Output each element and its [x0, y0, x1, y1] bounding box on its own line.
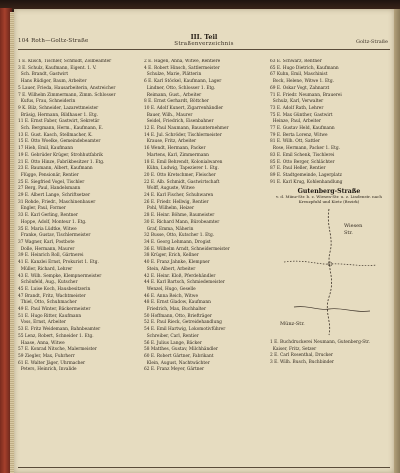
directory-entry: Flügge, Pensionär, Rentier — [18, 172, 79, 178]
directory-entry: Kufus, Frau, Schneiderin — [18, 99, 76, 105]
directory-entry: 85 E. Otto Berger, Schlächter — [270, 159, 335, 165]
directory-entry: 32 Busse, Otto, Kutscher 1. Etg. — [144, 233, 215, 239]
book-page — [14, 9, 394, 473]
directory-entry: Kaiser, Fritz, Setzer — [270, 346, 317, 352]
directory-entry: 67 Kuhn, Emil, Maschinist — [270, 72, 328, 78]
directory-entry: 34 E. Georg Lehmann, Drogist — [144, 239, 211, 245]
directory-entry: Kühn, Ludwig, Tapezierer 1. Etg. — [144, 166, 219, 172]
directory-entry: 27 Berg, Paul, Handelsmann — [18, 186, 81, 192]
directory-entry: Schulze, Marie, Plätterin — [144, 72, 202, 78]
directory-entry: Bock, Helene, Witwe 1. Etg. — [270, 79, 334, 85]
column-1 — [18, 59, 136, 464]
directory-entry: 41 E. Kanzlei Ernst, Prokurist 1. Etg. — [18, 260, 99, 266]
directory-entry: 42 E. Heinr. Kloß, Pferdehändler — [144, 273, 216, 279]
directory-entry: 49 E. Paul Winter, Bäckermeister — [18, 307, 91, 313]
directory-entry: 1 E. Buchdruckerei Neumann, Gutenberg-Str. — [270, 340, 370, 346]
directory-entry: 31 Rohde, Friedr., Maschinenbauer — [18, 199, 96, 205]
directory-entry: Müller, Richard, Lehrer — [18, 266, 73, 272]
directory-entry: 8 E. Ernst Gerhardt, Böttcher — [144, 99, 209, 105]
directory-entry: 89 E. Stadtgemeinde, Lagerplatz — [270, 172, 342, 178]
directory-entry: 45 E. Luise Koch, Hausbesitzerin — [18, 286, 91, 292]
column-3 — [270, 59, 388, 464]
directory-entry: 47 Brandt, Fritz, Wachtmeister — [18, 293, 86, 299]
directory-entry: 16 Wendt, Hermann, Packer — [144, 146, 206, 152]
directory-entry: 3 E. Schulz, Kaufmann, Eigent. 1. V. — [18, 65, 97, 71]
page-header — [14, 9, 394, 47]
column-3-entries-bottom — [270, 340, 388, 366]
directory-entry: 30 E. Richard Mann, Bürobeamter — [144, 219, 220, 225]
directory-entry: Wenzel, Hugo, Geselle — [144, 286, 196, 292]
directory-entry: 61 E. Walter Jäger, Uhrmacher — [18, 360, 86, 366]
directory-entry: Sch. Bergmann, Herm., Kaufmann, E. — [18, 126, 104, 132]
street-map-diagram — [274, 207, 384, 337]
directory-entry: 59 Ziegler, Max, Fuhrherr — [18, 353, 75, 359]
directory-entry: 50 Hoffmann, Otto, Briefträger — [144, 313, 212, 319]
directory-entry: 12 E. Paul Naumann, Bauunternehmer — [144, 126, 229, 132]
directory-entry: 39 E. Heinrich Roll, Gärtnerei — [18, 253, 84, 259]
directory-entry: Peters, Heinrich, Invalide — [18, 367, 77, 373]
directory-entry: 58 Matthes, Gustav, Milchhändler — [144, 347, 218, 353]
directory-entry: 23 E. Baumann, Albert, Kaufmann — [18, 166, 93, 172]
header-rule — [18, 49, 390, 50]
directory-entry: Haase, Anna, Witwe — [18, 340, 65, 346]
directory-entry: Heinze, Paul, Arbeiter — [270, 119, 321, 125]
directory-entry: 71 E. Friedr. Neumann, Brauerei — [270, 92, 342, 98]
directory-entry: 3 E. Wilh. Busch, Buchbinder — [270, 360, 334, 366]
directory-entry: 53 E. Fritz Weidemann, Bahnbeamter — [18, 327, 101, 333]
directory-entry: Wolff, Auguste, Witwe — [144, 186, 195, 192]
map-label-mid: Str. — [344, 230, 353, 237]
directory-entry: Sch. Brandt, Gastwirt — [18, 72, 69, 78]
directory-entry: 17 Hieb, Emil, Kaufmann — [18, 146, 73, 152]
directory-entry: 60 E. Robert Gärtner, Fabrikant — [144, 353, 214, 359]
lower-street-line — [294, 307, 370, 312]
directory-entry: 44 E. Karl Bartsch, Schmiedemeister — [144, 280, 225, 286]
directory-entry: 55 Lenz, Robert, Schneider 1. Etg. — [18, 333, 94, 339]
directory-entry: 4 E. Robert Hinsch, Sattlermeister — [144, 65, 220, 71]
footer-rule — [18, 467, 390, 468]
directory-entry: 36 E. Wilhelm Arndt, Schneidermeister — [144, 246, 230, 252]
directory-entry: Hans Rüdiger, Baum, Arbeiter — [18, 79, 87, 85]
directory-entry: 14 E. Jul. Schröder, Tischlermeister — [144, 132, 222, 138]
directory-entry: 46 E. Anna Reich, Witwe — [144, 293, 198, 299]
directory-entry: 51 E. Hugo Ritter, Kaufmann — [18, 313, 82, 319]
map-label-top: Wiesen — [344, 223, 363, 230]
directory-entry: 25 E. Siegfried Vogel, Tischler — [18, 179, 85, 185]
directory-entry: 10 E. Adolf Kunert, Zigarrenhändler — [144, 105, 224, 111]
directory-entry: Schönfeld, Aug., Kutscher — [18, 280, 78, 286]
directory-entry: Engler, Paul, Former — [18, 206, 66, 212]
directory-entry: Stein, Albert, Arbeiter — [144, 266, 196, 272]
directory-entry: 15 E. Otto Woelke, Gemeindebeamter — [18, 139, 101, 145]
header-center — [164, 33, 244, 47]
directory-entry: 29 E. Albert Lange, Schriftsetzer — [18, 193, 91, 199]
directory-entry: Martens, Karl, Zimmermann — [144, 152, 209, 158]
directory-entry: Thiel, Otto, Schuhmacher — [18, 300, 77, 306]
directory-entry: Graf, Emma, Näherin — [144, 226, 194, 232]
directory-entry: 73 E. Adolf Rath, Lehrer — [270, 105, 324, 111]
directory-entry: Krause, Fritz, Arbeiter — [144, 139, 197, 145]
directory-entry: 54 E. Emil Hartwig, Lokomotivführer — [144, 327, 226, 333]
directory-entry: 2 E. Carl Rosenthal, Drucker — [270, 353, 333, 359]
directory-entry: Rose, Hermann, Packer 1. Etg. — [270, 146, 340, 152]
directory-entry: 35 E. Maria Lüdtke, Witwe — [18, 226, 77, 232]
directory-entry: 2 E. Hagen, Anna, Witwe, Rentiere — [144, 59, 221, 64]
directory-entry: 52 E. Paul Rieck, Getreidehandlung — [144, 320, 222, 326]
section-subheading: v. d. Münz-Str. b. z. Wiesen-Str. u. z. Lindenstr. nach Kreuzpfuhl und Kietz (Bezirk) — [276, 194, 382, 205]
directory-entry: 1 E. Klisch, Tischler, Schmidt, Zollbeamter — [18, 59, 112, 64]
directory-entry: 38 Krüger, Erich, Kellner — [144, 253, 199, 259]
column-3-entries-top — [270, 59, 388, 185]
directory-entry: 11 E. Ernst Faber, Gastwirt, Sekretär — [18, 119, 100, 125]
part-title: III. Teil — [190, 33, 218, 41]
directory-entry: 56 E. Julius Lange, Bäcker — [144, 340, 202, 346]
directory-entry: Dolle, Hermann, Maurer — [18, 246, 75, 252]
directory-entry: Pohl, Wilhelm, Heizer — [144, 206, 195, 212]
directory-entry: 7 E. Wilhelm Zimmermann, Zimm. Schlosser — [18, 92, 116, 98]
directory-entry: 65 E. Hugo Dietrich, Kaufmann — [270, 65, 339, 71]
directory-entry: 21 E. Otto Hinze, Fabrikbesitzer 1. Etg. — [18, 159, 105, 165]
directory-entry: 24 E. Karl Fischer, Schuhwaren — [144, 193, 214, 199]
directory-entry: 87 E. Paul Heller, Rentier — [270, 166, 326, 172]
directory-entry: Bauer, Wilh., Maurer — [144, 112, 193, 118]
directory-entry: Hoppe, Adolf, Monteur 1. Etg. — [18, 219, 87, 225]
directory-entry: Seidel, Friedrich, Eisenbahner — [144, 119, 214, 125]
directory-entry: 81 E. Wilh. Ott, Sattler — [270, 139, 320, 145]
left-running-head: Roth—Goltz-Straße — [31, 38, 89, 44]
right-running-head: Goltz-Straße — [355, 39, 388, 45]
directory-entry: 77 E. Gustav Held, Kaufmann — [270, 126, 335, 132]
directory-entry: 9 K. Bilz, Schneider, Lazarettmeister — [18, 105, 99, 111]
column-2 — [144, 59, 262, 464]
directory-entry: 6 E. Karl Stöckel, Kaufmann, Lager — [144, 79, 222, 85]
directory-entry: 20 E. Otto Kretschmer, Fleischer — [144, 172, 216, 178]
directory-entry: 37 Wagner, Karl, Postbote — [18, 239, 75, 245]
directory-entry: 43 E. Wilh. Sempke, Klempnermeister — [18, 273, 102, 279]
directory-entry: 63 E. Schwarz, Rentner — [270, 59, 322, 64]
street-path-line — [327, 209, 331, 335]
directory-entry: Voss, Ernst, Arbeiter — [18, 320, 66, 326]
directory-entry: Friedrich, Max, Buchhalter — [144, 307, 207, 313]
directory-entry: Franke, Gustav, Tischlermeister — [18, 233, 91, 239]
directory-entry: Schreiber, Carl, Rentier — [144, 333, 199, 339]
directory-entry: 33 E. Karl Gerling, Rentner — [18, 213, 78, 219]
directory-entry: 28 E. Heinr. Böhme, Baumeister — [144, 213, 215, 219]
directory-entry: 79 E. Berta Lorenz, Witwe — [270, 132, 328, 138]
page-number — [18, 38, 88, 44]
directory-entry: Bräsig, Hermann, Bildhauer 1. Etg. — [18, 112, 98, 118]
directory-entry: Reimann, Gust., Arbeiter — [144, 92, 202, 98]
directory-entry: Schulz, Karl, Verwalter — [270, 99, 324, 105]
part-subtitle: Straßenverzeichnis — [174, 41, 234, 47]
directory-entry: Lindner, Otto, Schlosser 1. Etg. — [144, 85, 216, 91]
directory-entry: 57 E. Konrad Nitsche, Malermeister — [18, 347, 97, 353]
map-label-bottom: Münz-Str. — [280, 321, 305, 328]
directory-entry: 48 E. Ernst Gladow, Kaufmann — [144, 300, 211, 306]
directory-entry: 22 E. Alb. Schmidt, Gastwirtschaft — [144, 179, 220, 185]
page-number-text: 104 — [18, 38, 30, 44]
section-heading: Gutenberg-Straße — [297, 188, 361, 196]
directory-entry: 19 E. Gebrüder Krüger, Strohhutfabrik — [18, 152, 103, 158]
directory-entry: 26 E. Friedr. Hellwig, Rentier — [144, 199, 209, 205]
directory-entry: 69 E. Oskar Vogt, Zahnarzt — [270, 85, 330, 91]
directory-entry: 91 E. Karl Krug, Kohlenhandlung — [270, 179, 343, 185]
directory-entry: 18 E. Emil Behrendt, Kolonialwaren — [144, 159, 223, 165]
directory-entry: Klein, August, Nachtwächter — [144, 360, 210, 366]
directory-entry: 83 E. Emil Schenk, Tischlerei — [270, 152, 335, 158]
directory-entry: 40 E. Franz Jahnke, Klempner — [144, 260, 210, 266]
directory-entry: 75 E. Max Günther, Gastwirt — [270, 112, 333, 118]
directory-entry: 13 E. Gust. Kasch, Stellmacher, K. — [18, 132, 93, 138]
directory-entry: 62 E. Franz Meyer, Gärtner — [144, 367, 205, 373]
directory-entry: 5 Lauer, Frieda, Hausarbeiterin, Anstreicher — [18, 85, 116, 91]
